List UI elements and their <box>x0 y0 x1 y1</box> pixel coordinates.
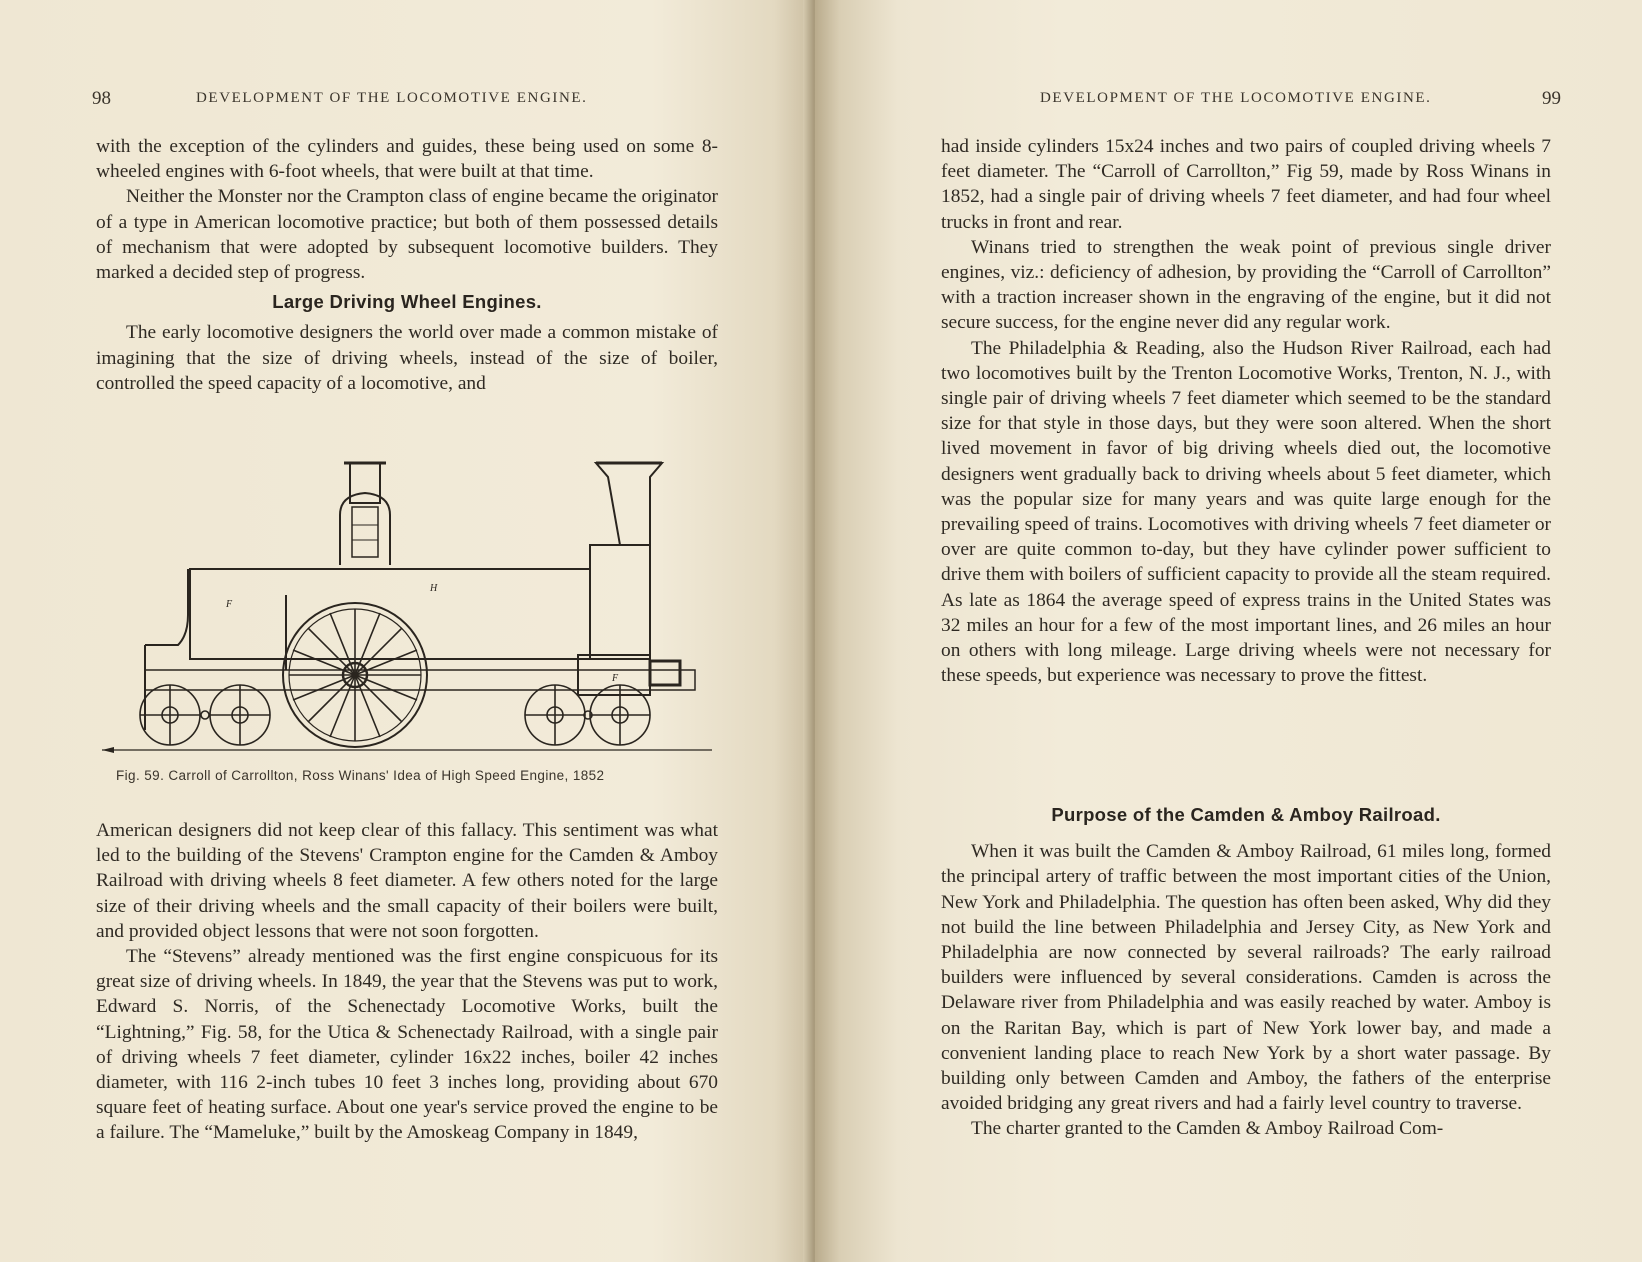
paragraph: The “Stevens” already mentioned was the first engine conspicuous for its great size of driving wheels. In 1849, the year that the Stevens was put to work, Edward S. Norris, of the Schenectady Locomotive Works, built the “Lightning,” Fig. 58, for the Utica & Schenectady Railroad, with a single pair of driving wheels 7 feet diameter, cylinder 16x22 inches, boiler 42 inches diameter, with 116 2-inch tubes 10 feet 3 inches long, providing about 670 square feet of heating surface. About one year's service proved the engine to be a failure. The “Mameluke,” built by the Amoskeag Company in 1849, <box>96 946 718 1144</box>
running-head: DEVELOPMENT OF THE LOCOMOTIVE ENGINE. <box>196 90 588 106</box>
figure-label: F <box>612 673 619 684</box>
paragraph: The charter granted to the Camden & Amboy Railroad Com- <box>971 1118 1444 1140</box>
boiler <box>190 569 590 659</box>
figure-caption: Fig. 59. Carroll of Carrollton, Ross Winans' Idea of High Speed Engine, 1852 <box>116 768 605 783</box>
page-number: 99 <box>1542 88 1561 109</box>
paragraph: Neither the Monster nor the Crampton class of engine became the originator of a type in American locomotive practice; but both of them possessed details of mechanism that were adopted by subsequent locomotive builders. They marked a decided step of progress. <box>96 186 718 284</box>
cab-outline <box>145 569 188 645</box>
page-number: 98 <box>92 88 111 109</box>
dome-top <box>350 463 380 503</box>
left-page <box>0 0 815 1262</box>
text-block-bottom <box>96 818 718 1146</box>
paragraph: with the exception of the cylinders and guides, these being used on some 8-wheeled engines with 6-foot wheels, that were built at that time. <box>96 136 718 183</box>
paragraph: The Philadelphia & Reading, also the Hudson River Railroad, each had two locomotives built by the Trenton Locomotive Works, Trenton, N. J., with single pair of driving wheels 7 feet diameter which seemed to be the standard size for that style in those days, but they were soon altered. When the short lived movement in favor of big driving wheels died out, the locomotive designers went gradually back to driving wheels about 5 feet diameter, which was the popular size for many years and was quite large enough for the prevailing speed of trains. Locomotives with driving wheels 7 feet diameter or over are quite common to-day, but they have cylinder power sufficient to drive them with boilers of sufficient capacity to provide all the steam required. As late as 1864 the average speed of express trains in the United States was 32 miles an hour for a few of the most important lines, and 26 miles an hour on others with long mileage. Large driving wheels were not necessary for these speeds, but experience was necessary to prove the fittest. <box>941 337 1551 687</box>
text-block-top <box>96 134 718 396</box>
running-head: DEVELOPMENT OF THE LOCOMOTIVE ENGINE. <box>1040 90 1432 106</box>
paragraph: had inside cylinders 15x24 inches and two pairs of coupled driving wheels 7 feet diameter. The “Carroll of Carrollton,” Fig 59, made by Ross Winans in 1852, had a single pair of driving wheels 7 feet diameter, and had four wheel trucks in front and rear. <box>941 136 1551 233</box>
paragraph: American designers did not keep clear of this fallacy. This sentiment was what led to the building of the Stevens' Crampton engine for the Camden & Amboy Railroad with driving wheels 8 feet diameter. A few others noted for the large size of their driving wheels and the small capacity of their boilers were built, and provided object lessons that were not soon forgotten. <box>96 820 718 942</box>
figure-label: F <box>226 599 233 610</box>
paragraph: When it was built the Camden & Amboy Railroad, 61 miles long, formed the principal artery of traffic between the most important cities of the Union, New York and Philadelphia. The question has often been asked, Why did they not build the line between Philadelphia and Jersey City, as New York and Philadelphia are now connected by several railroads? The early railroad builders were influenced by several considerations. Camden is across the Delaware river from Philadelphia and was easily reached by water. Amboy is on the Raritan Bay, which is part of New York lower bay, and made a convenient landing place to reach New York by a short water passage. By building only between Camden and Amboy, the fathers of the enterprise avoided bridging any great rivers and had a fairly level country to traverse. <box>941 841 1551 1115</box>
paragraph: Winans tried to strengthen the weak point of previous single driver engines, viz.: deficiency of adhesion, by providing the “Carroll of Carrollton” with a traction increaser shown in the engraving of the engine, but it did not secure success, for the engine never did any regular work. <box>941 236 1551 334</box>
wheel-spokes <box>289 609 421 741</box>
figure-label: H <box>430 583 438 594</box>
section-heading: Purpose of the Camden & Amboy Railroad. <box>1051 804 1441 825</box>
smokestack <box>596 463 662 545</box>
text-block-top <box>941 134 1551 688</box>
rear-truck <box>140 685 270 745</box>
section-heading: Large Driving Wheel Engines. <box>272 291 542 313</box>
paragraph: The early locomotive designers the world over made a common mistake of imagining that the size of driving wheels, instead of the size of boiler, controlled the speed capacity of a locomotive, and <box>96 322 718 394</box>
locomotive-engraving <box>100 455 720 755</box>
text-block-bottom <box>941 802 1551 1142</box>
right-page <box>815 0 1642 1262</box>
